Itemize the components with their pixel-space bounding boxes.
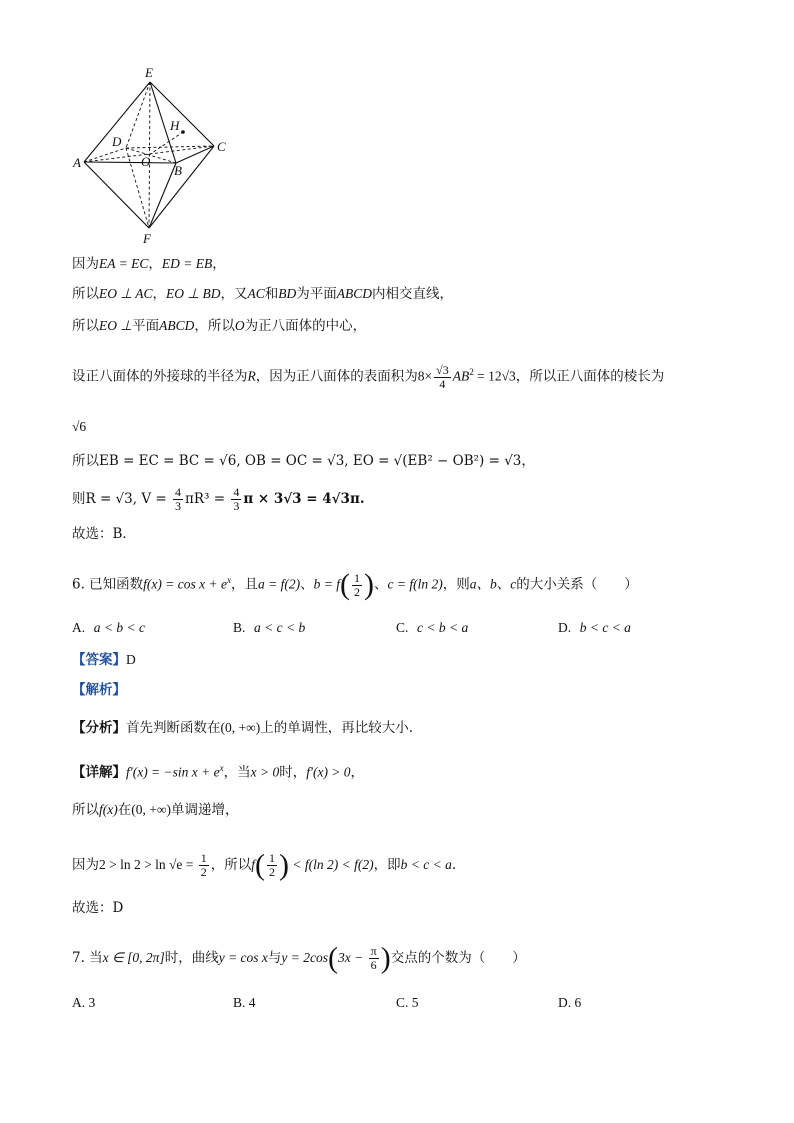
q6-detail: 【详解】f′(x) = −sin $x + e^x$，当x > 0时，f′(x) > 0，: [72, 763, 365, 781]
octahedron-diagram: [70, 62, 240, 250]
q6-answer: 【答案】D: [72, 652, 136, 668]
fraction-sqrt3-over-4: $\frac{√3}{4}$: [436, 362, 449, 391]
sol5-line8: 故选：B．: [72, 526, 136, 542]
sol5-line1: 因为EA = EC，ED = EB，: [72, 256, 226, 272]
sol5-line4: 设正八面体的外接球的半径为R，因为正八面体的表面积为8× $\frac{√3}{4}$ $AB^2 = 12√3$，所以正八面体的棱长为: [72, 362, 665, 391]
q7-option-c[interactable]: C. 5: [396, 995, 419, 1010]
q6-analysis: 【分析】首先判断函数在(0, +∞)上的单调性，再比较大小.: [72, 720, 414, 736]
label-O: O: [141, 154, 151, 169]
q6-line-monotone: 所以f(x)在(0, +∞)单调递增，: [72, 802, 239, 818]
label-H: H: [170, 118, 180, 133]
sol5-line2: 所以EO ⊥ AC，EO ⊥ BD，又AC和BD为平面ABCD内相交直线，: [72, 286, 454, 302]
q6-line-compare: 因为2 > ln 2 > ln √e = $\frac{1}{2}$ ，所以f( $\frac{1}{2}$ ) < f(ln 2) < f(2)，即b < c < a.: [72, 848, 457, 882]
octahedron-figure: [70, 62, 240, 250]
label-C: C: [217, 139, 226, 154]
sol5-line7: 则R = √3, V = $\frac{4}{3}$ πR³ = $\frac{4}{3}$ π × 3√3 = 4√3π.: [72, 485, 365, 513]
label-B: B: [174, 163, 182, 178]
q6-option-b[interactable]: B. a < c < b: [233, 620, 306, 635]
label-A: A: [73, 155, 81, 170]
q7-option-a[interactable]: A. 3: [72, 995, 96, 1010]
q6-option-c[interactable]: C. c < b < a: [396, 620, 469, 635]
label-E: E: [145, 65, 153, 80]
q7-option-b[interactable]: B. 4: [233, 995, 256, 1010]
sol5-line6: 所以EB = EC = BC = √6, OB = OC = √3, EO = √(EB² − OB²) = √3，: [72, 453, 535, 469]
label-F: F: [143, 231, 151, 246]
q6-option-a[interactable]: A. a < b < c: [72, 620, 145, 635]
q7-option-d[interactable]: D. 6: [558, 995, 582, 1010]
q6-option-d[interactable]: D. b < c < a: [558, 620, 631, 635]
q7-stem: 7. 当x ∈ [0, 2π]时，曲线y = cos x与y = 2cos(3x − $\frac{\pi}{6}$ )交点的个数为（ ）: [72, 941, 526, 975]
sol5-line5: √6: [72, 419, 87, 434]
sol5-line3: 所以EO ⊥平面ABCD，所以O为正八面体的中心，: [72, 318, 367, 334]
q6-stem: 6. 已知函数$f(x) = \cos x + e^x$，且a = f(2)、b = f( $\frac{1}{2}$ )、c = f(ln 2)，则a、b、c的大小关系（ ）: [72, 568, 638, 601]
q6-choice: 故选：D: [72, 900, 124, 916]
q6-jiexi: 【解析】: [72, 682, 126, 698]
label-D: D: [112, 134, 122, 149]
